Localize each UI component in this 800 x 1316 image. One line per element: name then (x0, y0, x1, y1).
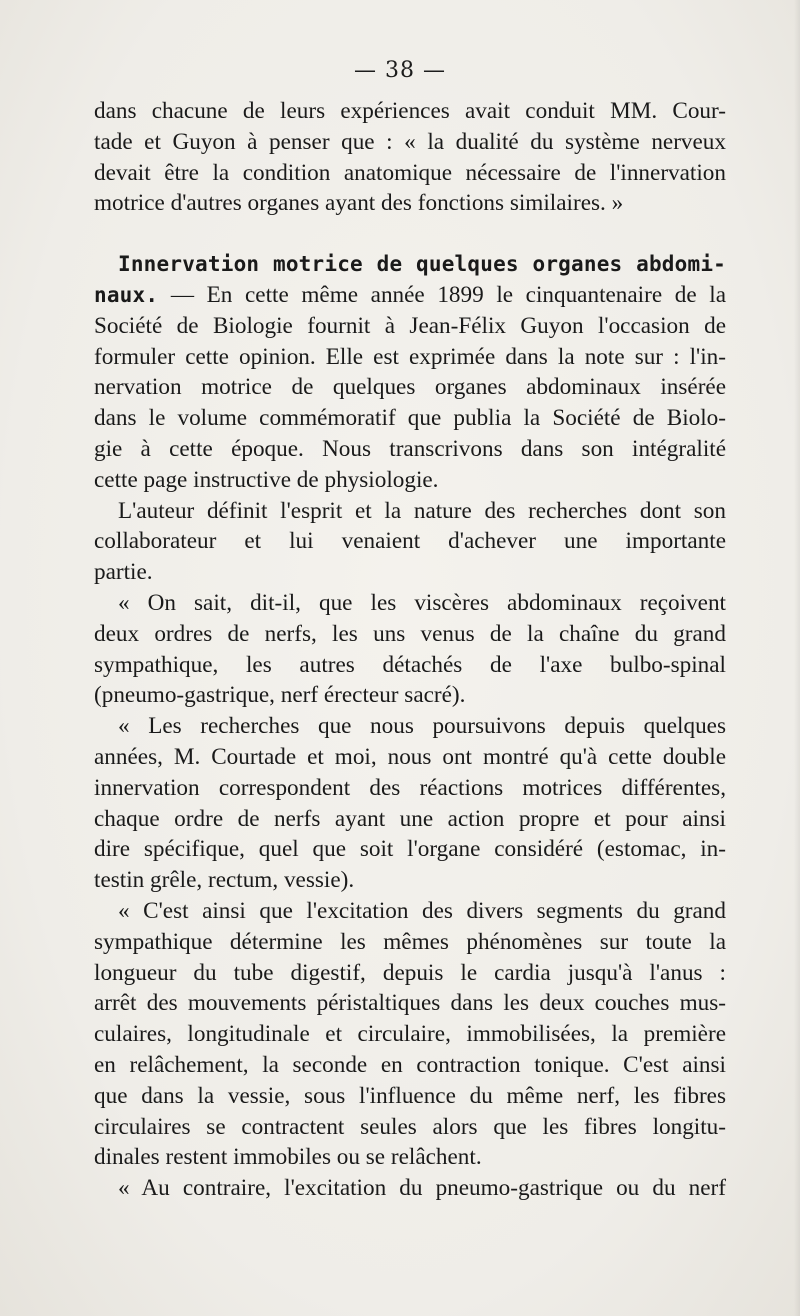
paragraph-7 (94, 1173, 726, 1204)
text-line: sympathique, les autres détachés de l'axe bulbo-spinal (94, 651, 726, 678)
text-line: L'auteur définit l'esprit et la nature des recherches dont son (118, 497, 726, 524)
text-line: devait être la condition anatomique nécessaire de l'innervation (94, 159, 726, 186)
text-line: « Au contraire, l'excitation du pneumo-gastrique ou du nerf (118, 1175, 726, 1202)
paragraph-4 (94, 588, 726, 711)
page-number: — 38 — (354, 58, 446, 83)
text-line: Société de Biologie fournit à Jean-Félix Guyon l'occasion de (94, 312, 726, 339)
text-line: dans chacune de leurs expériences avait conduit MM. Cour- (94, 98, 726, 124)
text-line-rest: — En cette même année 1899 le cinquantenaire de la (158, 281, 726, 308)
text-line: chaque ordre de nerfs ayant une action propre et pour ainsi (94, 805, 726, 832)
text-line: sympathique détermine les mêmes phénomènes sur toute la (94, 928, 726, 955)
section-heading-end: naux. (94, 282, 159, 307)
text-line: innervation correspondent des réactions motrices différentes, (94, 774, 726, 801)
section-heading (94, 249, 726, 280)
text-line: formuler cette opinion. Elle est exprimée dans la note sur : l'in- (94, 343, 726, 370)
text-line: partie. (94, 559, 153, 586)
text-line: nervation motrice de quelques organes abdominaux insérée (94, 374, 726, 401)
text-line: dinales restent immobiles ou se relâchent. (94, 1144, 482, 1171)
page-edge-shadow (794, 0, 800, 1316)
text-line: dire spécifique, quel que soit l'organe considéré (estomac, in- (94, 836, 726, 863)
paragraph-2 (94, 249, 726, 495)
text-line: « Les recherches que nous poursuivons depuis quelques (118, 713, 726, 740)
text-line: motrice d'autres organes ayant des fonctions similaires. » (94, 190, 624, 217)
text-line: (pneumo-gastrique, nerf érecteur sacré). (94, 682, 466, 709)
text-line: circulaires se contractent seules alors que les fibres longitu- (94, 1113, 726, 1140)
section-gap (94, 219, 726, 249)
text-line: culaires, longitudinale et circulaire, immobilisées, la première (94, 1021, 726, 1048)
text-line: en relâchement, la seconde en contraction tonique. C'est ainsi (94, 1051, 726, 1078)
paragraph-5 (94, 711, 726, 896)
text-line: collaborateur et lui venaient d'achever une importante (94, 528, 726, 555)
text-line: que dans la vessie, sous l'influence du même nerf, les fibres (94, 1082, 726, 1109)
paragraph-6 (94, 896, 726, 1173)
text-line: gie à cette époque. Nous transcrivons dans son intégralité (94, 435, 726, 462)
paragraph-3 (94, 496, 726, 588)
text-line: cette page instructive de physiologie. (94, 466, 439, 493)
text-line: tade et Guyon à penser que : « la dualité du système nerveux (94, 128, 726, 155)
body-text (94, 96, 726, 1204)
text-line: « On sait, dit-il, que les viscères abdominaux reçoivent (118, 589, 726, 616)
text-line: arrêt des mouvements péristaltiques dans les deux couches mus- (94, 990, 726, 1017)
paragraph-1 (94, 96, 726, 219)
text-line: années, M. Courtade et moi, nous ont montré qu'à cette double (94, 743, 726, 770)
text-line: longueur du tube digestif, depuis le cardia jusqu'à l'anus : (94, 959, 726, 986)
text-line: dans le volume commémoratif que publia la Société de Biolo- (94, 405, 726, 432)
text-line: testin grêle, rectum, vessie). (94, 867, 355, 894)
section-heading-text: Innervation motrice de quelques organes abdomi- (118, 252, 726, 277)
text-line: deux ordres de nerfs, les uns venus de la chaîne du grand (94, 620, 726, 647)
text-line (94, 280, 726, 311)
text-line: « C'est ainsi que l'excitation des divers segments du grand (118, 897, 726, 924)
